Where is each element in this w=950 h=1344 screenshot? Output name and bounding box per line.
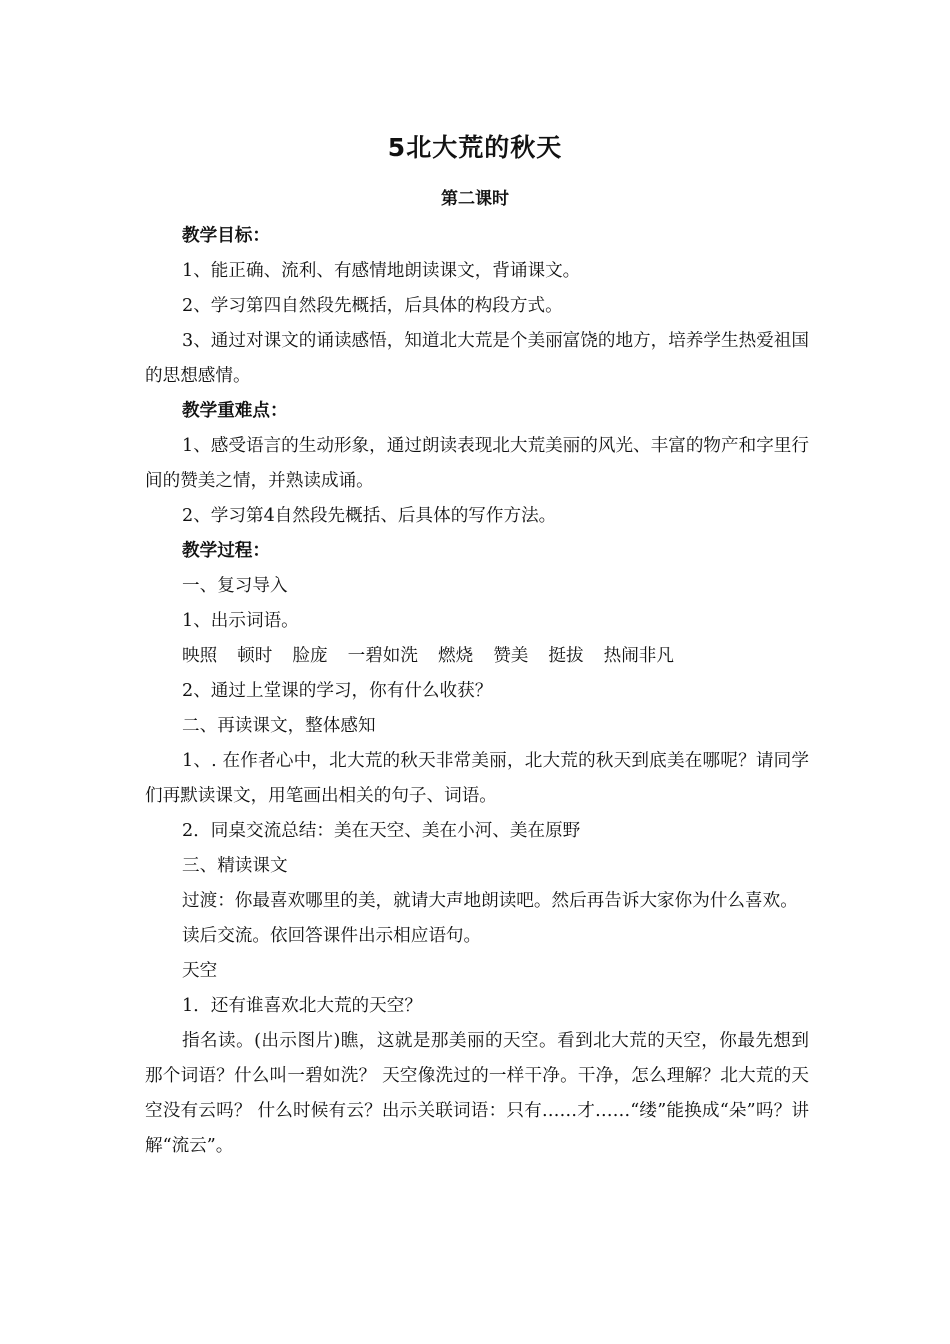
sky-detail-paragraph: 指名读。(出示图片)瞧，这就是那美丽的天空。看到北大荒的天空，你最先想到那个词语？什么叫一碧如洗？ 天空像洗过的一样干净。干净，怎么理解？北大荒的天空没有云吗？ 什么时候有云？出示关联词语：只有……才……“缕”能换成“朵”吗？讲解“流云”。 [145,1031,809,1156]
process-item: 1、. 在作者心中，北大荒的秋天非常美丽，北大荒的秋天到底美在哪呢？请同学们再默读课文，用笔画出相关的句子、词语。 [145,751,809,806]
key-point-item: 2、学习第4自然段先概括、后具体的写作方法。 [182,506,557,526]
goals-heading: 教学目标： [182,226,270,246]
process-item: 2、通过上堂课的学习，你有什么收获？ [182,681,493,701]
document-title: 5北大荒的秋天 [387,133,563,162]
section-heading: 一、复习导入 [182,576,288,596]
vocabulary-word: 挺拔 [548,646,584,666]
vocabulary-word: 脸庞 [292,646,328,666]
section-heading: 三、精读课文 [182,856,288,876]
goal-item: 2、学习第四自然段先概括，后具体的构段方式。 [182,296,563,316]
section-heading: 二、再读课文，整体感知 [182,716,376,736]
key-points-heading: 教学重难点： [182,401,288,421]
key-point-item: 1、感受语言的生动形象，通过朗读表现北大荒美丽的风光、丰富的物产和字里行间的赞美之情，并熟读成诵。 [145,436,809,491]
process-item: 2．同桌交流总结：美在天空、美在小河、美在原野 [182,821,581,841]
goal-item: 3、通过对课文的诵读感悟，知道北大荒是个美丽富饶的地方，培养学生热爱祖国的思想感情。 [145,331,809,386]
lesson-subtitle: 第二课时 [441,189,509,209]
process-item: 1、出示词语。 [182,611,299,631]
subsection-label: 天空 [182,961,218,981]
vocabulary-word: 赞美 [493,646,529,666]
document-body [145,219,809,1164]
transition-paragraph: 过渡：你最喜欢哪里的美，就请大声地朗读吧。然后再告诉大家你为什么喜欢。 [182,891,798,911]
process-item: 读后交流。依回答课件出示相应语句。 [182,926,482,946]
vocabulary-word: 映照 [182,646,218,666]
vocabulary-word: 燃烧 [438,646,474,666]
vocabulary-list [145,639,809,674]
process-heading: 教学过程： [182,541,270,561]
vocabulary-word: 一碧如洗 [347,646,418,666]
vocabulary-word: 顿时 [237,646,273,666]
process-item: 1．还有谁喜欢北大荒的天空？ [182,996,422,1016]
goal-item: 1、能正确、流利、有感情地朗读课文，背诵课文。 [182,261,581,281]
vocabulary-word: 热闹非凡 [603,646,674,666]
